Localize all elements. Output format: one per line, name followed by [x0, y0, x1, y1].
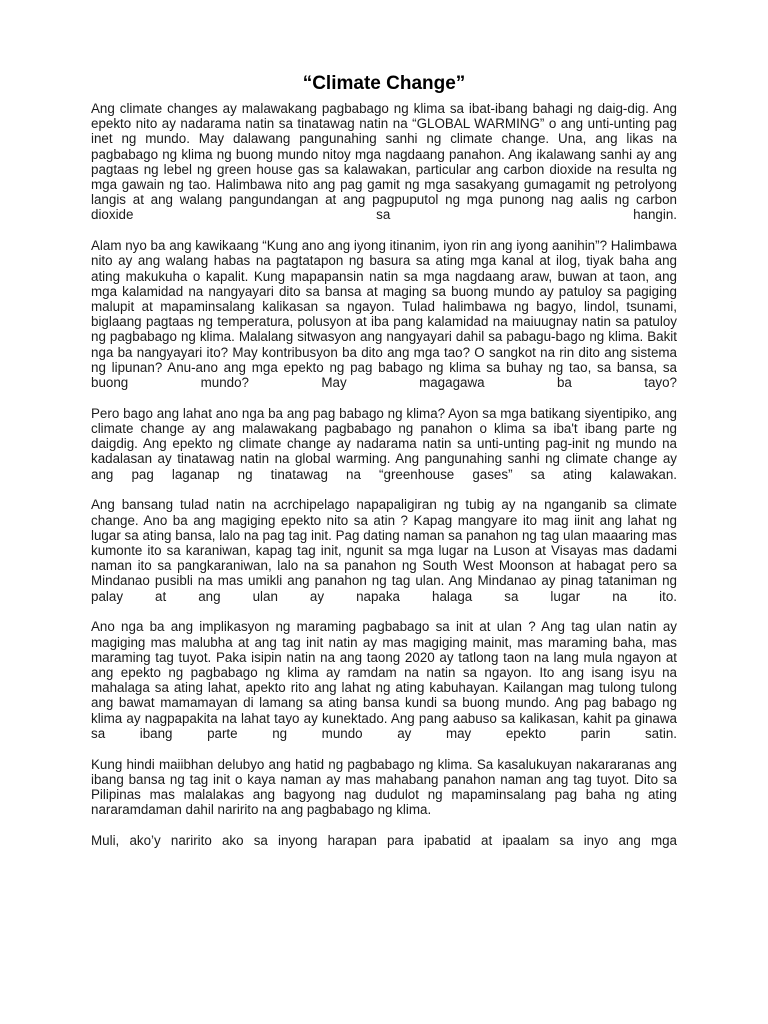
paragraph-1: Ang climate changes ay malawakang pagbabago ng klima sa ibat-ibang bahagi ng daig-dig. Ang epekto nito ay nadarama natin sa tinatawag natin na “GLOBAL WARMING” o ang unti-unting pag inet ng mundo. May dalawang pangunahing sanhi ng climate change. Una, ang likas na pagbabago ng klima ng buong mundo nitoy mga nagdaang panahon. Ang ikalawang sanhi ay ang pagtaas ng lebel ng green house gas sa kalawakan, particular ang carbon dioxide na resulta ng mga gawain ng tao. Halimbawa nito ang pag gamit ng mga sasakyang gumagamit ng petrolyong langis at ang walang pangundangan at ang pagpuputol ng mga punong nag aalis ng carbon dioxide sa hangin. [91, 101, 677, 223]
document-body [91, 101, 677, 864]
paragraph-3: Pero bago ang lahat ano nga ba ang pag babago ng klima? Ayon sa mga batikang siyentipiko, ang climate change ay ang malawakang pagbabago ng panahon o klima sa iba't ibang parte ng daigdig. Ang epekto ng climate change ay nadarama natin sa unti-unting pag-init ng mundo na kadalasan ay tinatawag natin na global warming. Ang pangunahing sanhi ng climate change ay ang pag laganap ng tinatawag na “greenhouse gases” sa ating kalawakan. [91, 405, 677, 482]
paragraph-4: Ang bansang tulad natin na acrchipelago napapaligiran ng tubig ay na nganganib sa climate change. Ano ba ang magiging epekto nito sa atin ? Kapag mangyare ito mag iinit ang lahat ng lugar sa ating bansa, lalo na pag tag init. Pag dating naman sa panahon ng tag ulan maaaring mas kumonte ito sa karaniwan, kapag tag init, ngunit sa mga lugar na Luson at Visayas mas dadami naman ito sa pangkaraniwan, lalo na sa panahon ng South West Moonson at habagat pero sa Mindanao pusibli na mas umikli ang panahon ng tag ulan. Ang Mindanao ay pinag tataniman ng palay at ang ulan ay napaka halaga sa lugar na ito. [91, 497, 677, 604]
paragraph-6: Kung hindi maiibhan delubyo ang hatid ng pagbabago ng klima. Sa kasalukuyan nakararanas ang ibang bansa ng tag init o kaya naman ay mas mahabang panahon naman ang tag tuyot. Dito sa Pilipinas mas malalakas ang bagyong nag dudulot ng mapaminsalang pag baha ng ating nararamdaman dahil naririto na ang pagbabago ng klima. [91, 756, 677, 818]
paragraph-5: Ano nga ba ang implikasyon ng maraming pagbabago sa init at ulan ? Ang tag ulan natin ay magiging mas malubha at ang tag init natin ay mas magiging mainit, mas maraming baha, mas maraming tag tuyot. Paka isipin natin na ang taong 2020 ay tatlong taon na lang mula ngayon at ang epekto ng pagbabago ng klima ay ramdam na natin sa ngayon. Ito ang isang isyu na mahalaga sa ating lahat, apekto rito ang lahat ng ating kabuhayan. Kailangan mag tulong tulong ang bawat mamamayan di lamang sa ating bansa kundi sa buong mundo. Ang pag babago ng klima ay nagpapakita na lahat tayo ay kunektado. Ang pang aabuso sa kalikasan, kahit pa ginawa sa ibang parte ng mundo ay may epekto parin satin. [91, 619, 677, 741]
document-title: “Climate Change” [302, 73, 466, 94]
paragraph-7: Muli, ako’y naririto ako sa inyong harapan para ipabatid at ipaalam sa inyo ang mga [91, 833, 677, 849]
paragraph-2: Alam nyo ba ang kawikaang “Kung ano ang iyong itinanim, iyon rin ang iyong aanihin”? Halimbawa nito ay ang walang habas na pagtatapon ng basura sa ating mga kanal at ilog, tiyak baha ang ating makukuha o kapalit. Kung mapapansin natin sa mga nagdaang araw, buwan at taon, ang mga kalamidad na nangyayari dito sa bansa at maging sa buong mundo ay patuloy sa pagiging malupit at mapaminsalang kalikasan sa ngayon. Tulad halimbawa ng bagyo, lindol, tsunami, biglaang pagtaas ng temperatura, polusyon at iba pang kalamidad na maiuugnay natin sa patuloy ng pagbabago ng klima. Malalang sitwasyon ang nangyayari dahil sa pabagu-bago ng klima. Bakit nga ba nangyayari ito? May kontribusyon ba dito ang mga tao? O sangkot na rin dito ang sistema ng lipunan? Anu-ano ang mga epekto ng pag babago ng klima sa buhay ng tao, sa bansa, sa buong mundo? May magagawa ba tayo? [91, 238, 677, 391]
